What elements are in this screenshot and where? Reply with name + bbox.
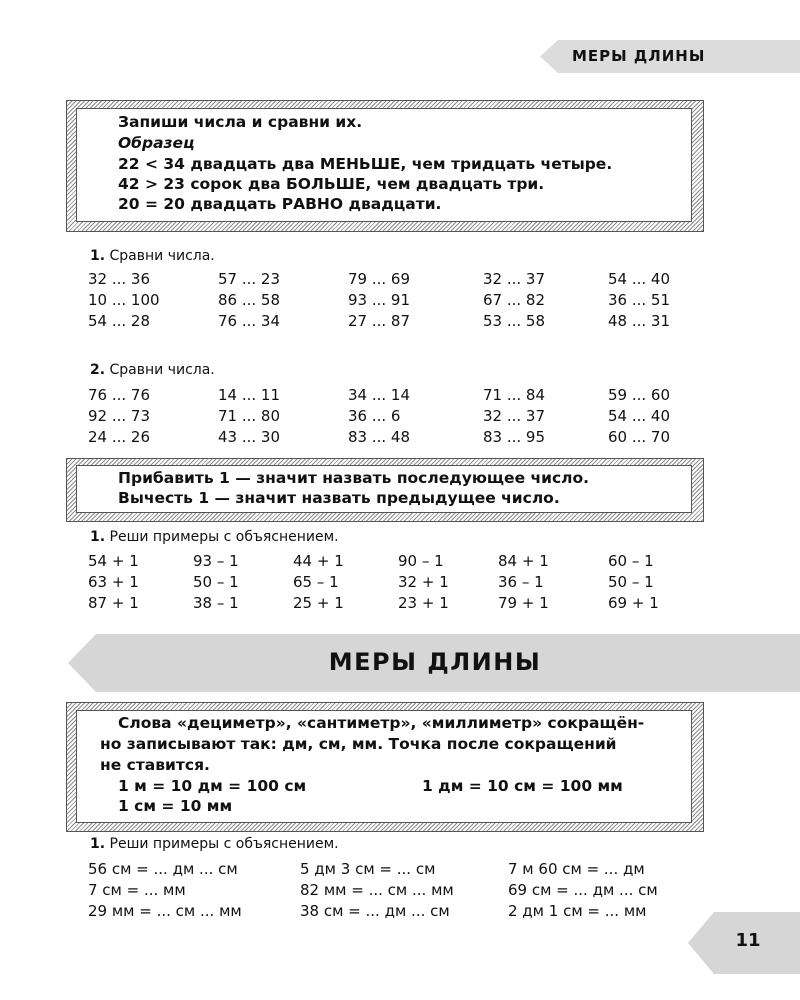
example-r1-c6: 60 – 1 [608, 552, 654, 570]
page-number: 11 [735, 930, 761, 951]
example-r1-c2: 93 – 1 [193, 552, 239, 570]
example-r3-c2: 38 – 1 [193, 594, 239, 612]
compare-1-r3-c3: 27 ... 87 [348, 312, 411, 330]
example-r2-c2: 50 – 1 [193, 573, 239, 591]
compare-1-r1-c2: 57 ... 23 [218, 270, 281, 288]
rule-line-subtract: Вычесть 1 — значит назвать предыдущее число. [118, 489, 560, 507]
exercise-2-caption: 2. Сравни числа. [90, 362, 215, 378]
compare-2-r3-c4: 83 ... 95 [483, 428, 546, 446]
compare-2-r2-c4: 32 ... 37 [483, 407, 546, 425]
sample-instruction: Запиши числа и сравни их. [118, 113, 363, 131]
units-example-r3-c1: 29 мм = ... см ... мм [88, 902, 242, 920]
units-example-r1-c1: 56 см = ... дм ... см [88, 860, 238, 878]
units-example-r2-c3: 69 см = ... дм ... см [508, 881, 658, 899]
example-r2-c6: 50 – 1 [608, 573, 654, 591]
compare-1-r1-c5: 54 ... 40 [608, 270, 671, 288]
units-text-line-1: Слова «дециметр», «сантиметр», «миллиметр» сокращён- [118, 714, 645, 732]
units-example-r2-c2: 82 мм = ... см ... мм [300, 881, 454, 899]
sample-heading: Образец [118, 134, 195, 152]
example-r2-c3: 65 – 1 [293, 573, 339, 591]
compare-2-r3-c3: 83 ... 48 [348, 428, 411, 446]
compare-2-r3-c1: 24 ... 26 [88, 428, 151, 446]
example-r3-c5: 79 + 1 [498, 594, 549, 612]
compare-2-r1-c1: 76 ... 76 [88, 386, 151, 404]
units-example-r1-c2: 5 дм 3 см = ... см [300, 860, 436, 878]
example-r1-c3: 44 + 1 [293, 552, 344, 570]
compare-2-r3-c5: 60 ... 70 [608, 428, 671, 446]
compare-1-r1-c4: 32 ... 37 [483, 270, 546, 288]
example-r1-c5: 84 + 1 [498, 552, 549, 570]
units-example-r1-c3: 7 м 60 см = ... дм [508, 860, 645, 878]
sample-line-1: 22 < 34 двадцать два МЕНЬШЕ, чем тридцать четыре. [118, 155, 613, 173]
units-example-r3-c3: 2 дм 1 см = ... мм [508, 902, 647, 920]
units-example-r2-c1: 7 см = ... мм [88, 881, 186, 899]
example-r1-c4: 90 – 1 [398, 552, 444, 570]
example-r2-c5: 36 – 1 [498, 573, 544, 591]
example-r1-c1: 54 + 1 [88, 552, 139, 570]
section-title: МЕРЫ ДЛИНЫ [328, 648, 542, 676]
compare-1-r3-c1: 54 ... 28 [88, 312, 151, 330]
example-r3-c3: 25 + 1 [293, 594, 344, 612]
compare-1-r2-c4: 67 ... 82 [483, 291, 546, 309]
exercise-1-caption: 1. Сравни числа. [90, 248, 215, 264]
compare-1-r3-c4: 53 ... 58 [483, 312, 546, 330]
compare-2-r2-c1: 92 ... 73 [88, 407, 151, 425]
header-tab-title: МЕРЫ ДЛИНЫ [572, 47, 706, 65]
compare-2-r1-c3: 34 ... 14 [348, 386, 411, 404]
example-r2-c4: 32 + 1 [398, 573, 449, 591]
units-example-r3-c2: 38 см = ... дм ... см [300, 902, 450, 920]
rule-line-add: Прибавить 1 — значит назвать последующее число. [118, 469, 590, 487]
units-text-line-3: не ставится. [100, 756, 210, 774]
sample-line-3: 20 = 20 двадцать РАВНО двадцати. [118, 195, 442, 213]
compare-1-r2-c5: 36 ... 51 [608, 291, 671, 309]
compare-2-r2-c2: 71 ... 80 [218, 407, 281, 425]
compare-1-r2-c3: 93 ... 91 [348, 291, 411, 309]
units-formula-centimeter: 1 см = 10 мм [118, 797, 233, 815]
compare-2-r2-c5: 54 ... 40 [608, 407, 671, 425]
compare-1-r3-c2: 76 ... 34 [218, 312, 281, 330]
compare-2-r1-c2: 14 ... 11 [218, 386, 281, 404]
compare-2-r3-c2: 43 ... 30 [218, 428, 281, 446]
example-r3-c4: 23 + 1 [398, 594, 449, 612]
compare-2-r1-c4: 71 ... 84 [483, 386, 546, 404]
sample-line-2: 42 > 23 сорок два БОЛЬШЕ, чем двадцать три. [118, 175, 545, 193]
compare-1-r2-c2: 86 ... 58 [218, 291, 281, 309]
example-r2-c1: 63 + 1 [88, 573, 139, 591]
exercise-4-caption: 1. Реши примеры с объяснением. [90, 836, 339, 852]
compare-1-r1-c3: 79 ... 69 [348, 270, 411, 288]
compare-1-r1-c1: 32 ... 36 [88, 270, 151, 288]
units-formula-meter: 1 м = 10 дм = 100 см [118, 777, 307, 795]
example-r3-c6: 69 + 1 [608, 594, 659, 612]
exercise-3-caption: 1. Реши примеры с объяснением. [90, 529, 339, 545]
compare-1-r3-c5: 48 ... 31 [608, 312, 671, 330]
example-r3-c1: 87 + 1 [88, 594, 139, 612]
compare-1-r2-c1: 10 ... 100 [88, 291, 160, 309]
compare-2-r1-c5: 59 ... 60 [608, 386, 671, 404]
units-text-line-2: но записывают так: дм, см, мм. Точка после сокращений [100, 735, 617, 753]
units-formula-decimeter: 1 дм = 10 см = 100 мм [422, 777, 623, 795]
compare-2-r2-c3: 36 ... 6 [348, 407, 401, 425]
